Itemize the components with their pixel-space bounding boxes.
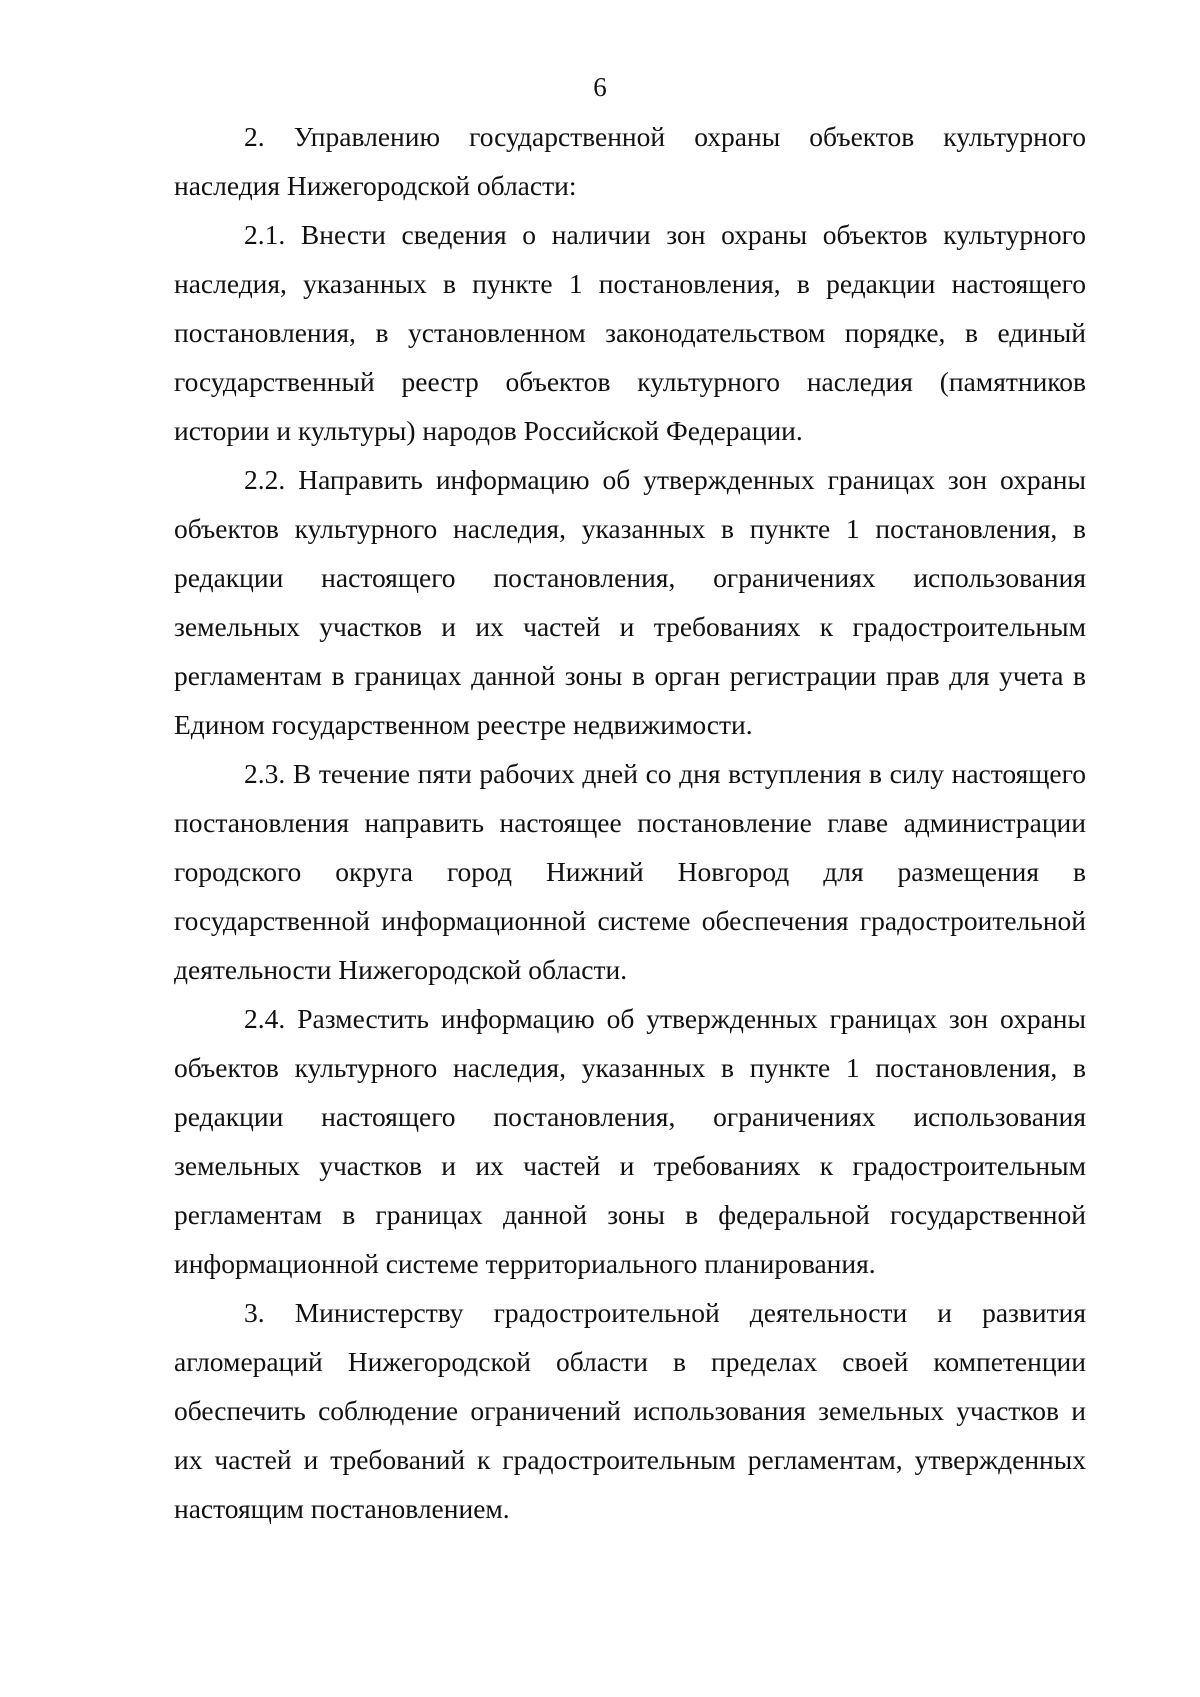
- document-body: [174, 112, 1086, 1533]
- paragraph-2-2: 2.2. Направить информацию об утвержденных границах зон охраны объектов культурного наследия, указанных в пункте 1 постановления, в редакции настоящего постановления, ограничениях использования земельных участков и их частей и требованиях к градостроительным регламентам в границах данной зоны в орган регистрации прав для учета в Едином государственном реестре недвижимости.: [174, 464, 1086, 740]
- paragraph-2: 2. Управлению государственной охраны объектов культурного наследия Нижегородской области:: [174, 121, 1086, 201]
- paragraph-2-3: 2.3. В течение пяти рабочих дней со дня вступления в силу настоящего постановления направить настоящее постановление главе администрации городского округа город Нижний Новгород для размещения в государственной информационной системе обеспечения градостроительной деятельности Нижегородской области.: [174, 758, 1086, 985]
- page-number: 6: [593, 72, 607, 102]
- paragraph-2-4: 2.4. Разместить информацию об утвержденных границах зон охраны объектов культурного наследия, указанных в пункте 1 постановления, в редакции настоящего постановления, ограничениях использования земельных участков и их частей и требованиях к градостроительным регламентам в границах данной зоны в федеральной государственной информационной системе территориального планирования.: [174, 1003, 1086, 1279]
- paragraph-2-1: 2.1. Внести сведения о наличии зон охраны объектов культурного наследия, указанных в пункте 1 постановления, в редакции настоящего постановления, в установленном законодательством порядке, в единый государственный реестр объектов культурного наследия (памятников истории и культуры) народов Российской Федерации.: [174, 219, 1086, 446]
- paragraph-3: 3. Министерству градостроительной деятельности и развития агломераций Нижегородской области в пределах своей компетенции обеспечить соблюдение ограничений использования земельных участков и их частей и требований к градостроительным регламентам, утвержденных настоящим постановлением.: [174, 1297, 1086, 1524]
